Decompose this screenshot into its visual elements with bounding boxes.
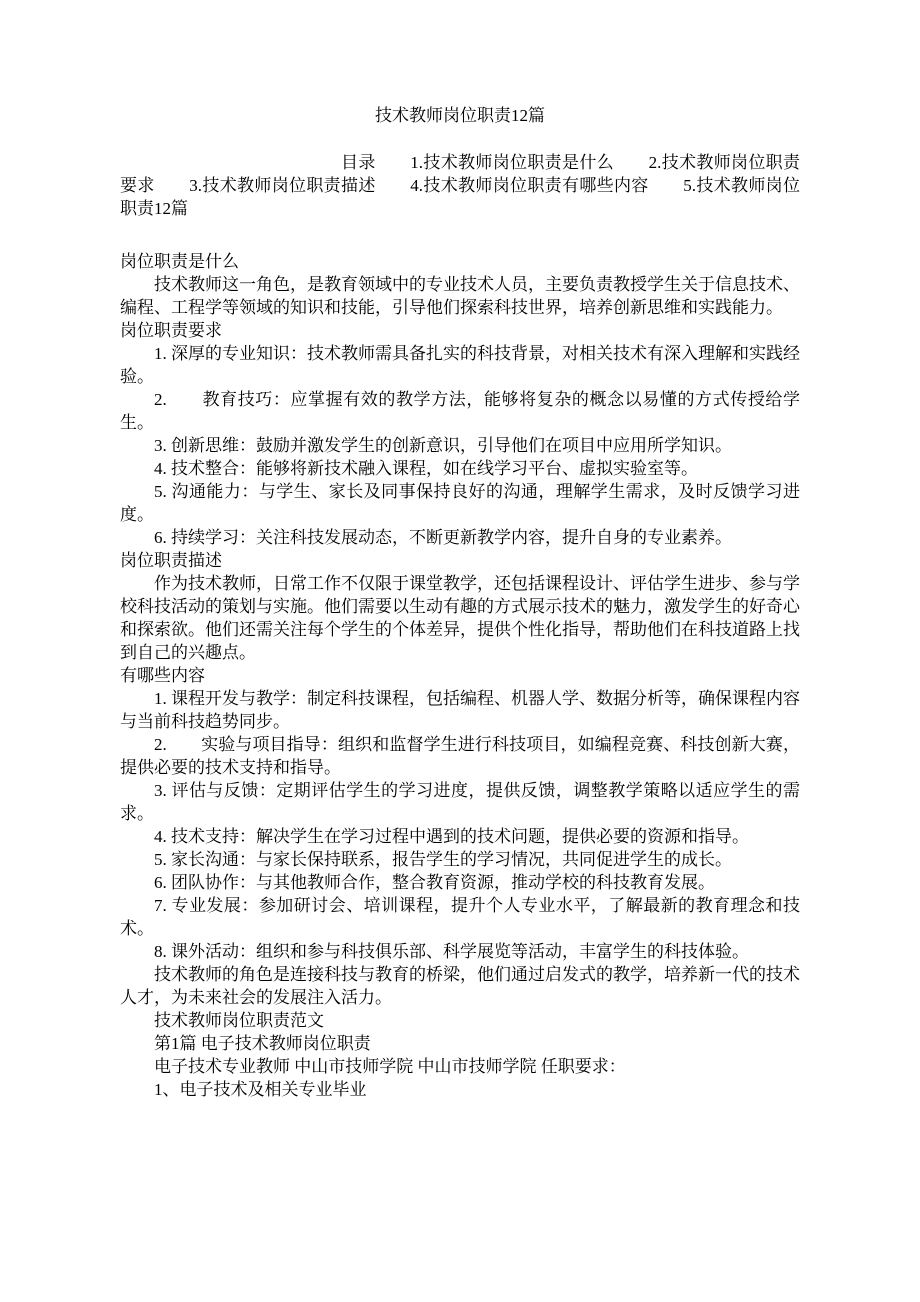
list-item: 1. 深厚的专业知识：技术教师需具备扎实的科技背景，对相关技术有深入理解和实践经验。 — [120, 344, 800, 386]
paragraph: 作为技术教师，日常工作不仅限于课堂教学，还包括课程设计、评估学生进步、参与学校科技活动的策划与实施。他们需要以生动有趣的方式展示技术的魅力，激发学生的好奇心和探索欲。他们还需关注每个学生的个体差异，提供个性化指导，帮助他们在科技道路上找到自己的兴趣点。 — [120, 574, 800, 662]
document-body — [120, 250, 800, 1101]
list-item: 8. 课外活动：组织和参与科技俱乐部、科学展览等活动，丰富学生的科技体验。 — [154, 942, 749, 961]
section-heading: 岗位职责要求 — [120, 321, 222, 340]
section-heading: 有哪些内容 — [120, 666, 205, 685]
section-heading: 岗位职责是什么 — [120, 252, 239, 271]
list-item: 5. 家长沟通：与家长保持联系，报告学生的学习情况，共同促进学生的成长。 — [154, 850, 732, 869]
list-item: 1. 课程开发与教学：制定科技课程，包括编程、机器人学、数据分析等，确保课程内容与当前科技趋势同步。 — [120, 689, 800, 731]
paragraph: 电子技术专业教师 中山市技师学院 中山市技师学院 任职要求： — [154, 1057, 626, 1076]
list-item: 2. 实验与项目指导：组织和监督学生进行科技项目，如编程竞赛、科技创新大赛，提供必要的技术支持和指导。 — [120, 735, 800, 777]
section-heading: 岗位职责描述 — [120, 551, 222, 570]
document-title: 技术教师岗位职责12篇 — [375, 106, 545, 125]
list-item: 6. 团队协作：与其他教师合作，整合教育资源，推动学校的科技教育发展。 — [154, 873, 715, 892]
list-item: 4. 技术支持：解决学生在学习过程中遇到的技术问题，提供必要的资源和指导。 — [154, 827, 749, 846]
list-item: 2. 教育技巧：应掌握有效的教学方法，能够将复杂的概念以易懂的方式传授给学生。 — [120, 390, 800, 432]
paragraph: 技术教师岗位职责范文 — [154, 1011, 324, 1030]
list-item: 4. 技术整合：能够将新技术融入课程，如在线学习平台、虚拟实验室等。 — [154, 459, 698, 478]
list-item: 6. 持续学习：关注科技发展动态，不断更新教学内容，提升自身的专业素养。 — [154, 528, 732, 547]
table-of-contents: 目录 1.技术教师岗位职责是什么 2.技术教师岗位职责要求 3.技术教师岗位职责描述 4.技术教师岗位职责有哪些内容 5.技术教师岗位职责12篇 — [120, 153, 800, 218]
paragraph: 技术教师的角色是连接科技与教育的桥梁，他们通过启发式的教学，培养新一代的技术人才，为未来社会的发展注入活力。 — [120, 965, 800, 1007]
paragraph: 技术教师这一角色，是教育领域中的专业技术人员，主要负责教授学生关于信息技术、编程、工程学等领域的知识和技能，引导他们探索科技世界，培养创新思维和实践能力。 — [120, 275, 800, 317]
list-item: 3. 评估与反馈：定期评估学生的学习进度，提供反馈，调整教学策略以适应学生的需求。 — [120, 781, 800, 823]
list-item: 7. 专业发展：参加研讨会、培训课程，提升个人专业水平，了解最新的教育理念和技术。 — [120, 896, 800, 938]
list-item: 5. 沟通能力：与学生、家长及同事保持良好的沟通，理解学生需求，及时反馈学习进度。 — [120, 482, 800, 524]
list-item: 3. 创新思维：鼓励并激发学生的创新意识，引导他们在项目中应用所学知识。 — [154, 436, 732, 455]
paragraph: 第1篇 电子技术教师岗位职责 — [154, 1034, 371, 1053]
paragraph: 1、电子技术及相关专业毕业 — [154, 1080, 367, 1099]
